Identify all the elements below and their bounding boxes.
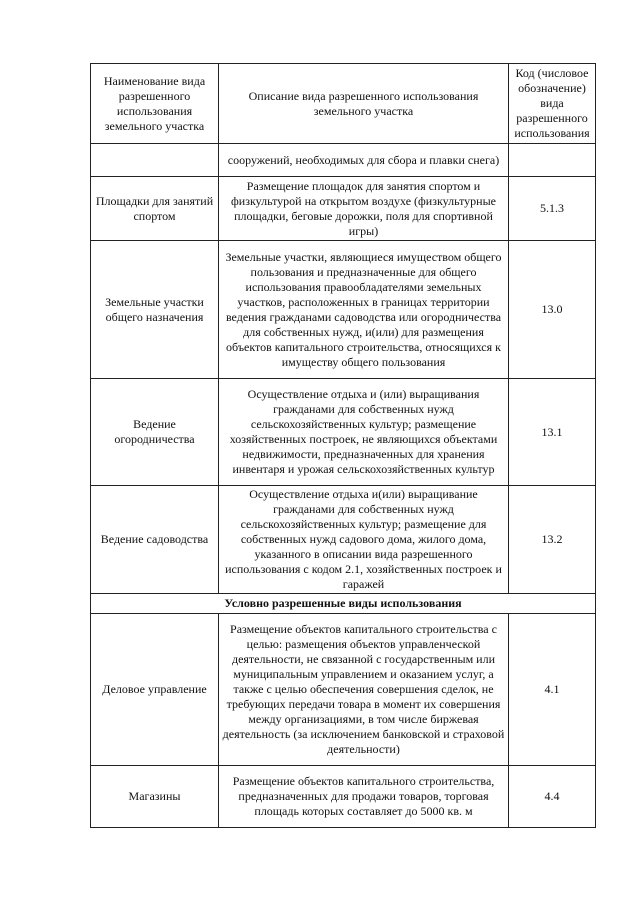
table-row <box>91 486 596 594</box>
row-description-cell: Осуществление отдыха и (или) выращивания гражданами для собственных нужд сельскохозяйственных культур; размещение хозяйственных построек, не являющихся объектами недвижимости, предназначенных для хранения инвентаря и урожая сельскохозяйственных культур <box>219 379 509 486</box>
header-name-cell: Наименование вида разрешенного использования земельного участка <box>91 64 219 144</box>
row-description-cell: Размещение объектов капитального строительства с целью: размещения объектов управленческой деятельности, не связанной с государственным или муниципальным управлением и оказанием услуг, а также с целью обеспечения совершения сделок, не требующих передачи товара в момент их совершения между организациями, в том числе биржевая деятельность (за исключением банковской и страховой деятельности) <box>219 614 509 766</box>
row-code-cell <box>509 144 596 177</box>
row-code-cell: 13.0 <box>509 241 596 379</box>
row-name-cell: Земельные участки общего назначения <box>91 241 219 379</box>
row-description-cell: сооружений, необходимых для сбора и плавки снега) <box>219 144 509 177</box>
row-name-cell: Ведение огородничества <box>91 379 219 486</box>
row-description-cell: Осуществление отдыха и(или) выращивание гражданами для собственных нужд сельскохозяйственных культур; размещение для собственных нужд садового дома, жилого дома, указанного в описании вида разрешенного использования с кодом 2.1, хозяйственных построек и гаражей <box>219 486 509 594</box>
section-title: Условно разрешенные виды использования <box>91 594 596 614</box>
row-name-cell: Площадки для занятий спортом <box>91 177 219 241</box>
row-description-cell: Размещение объектов капитального строительства, предназначенных для продажи товаров, торговая площадь которых составляет до 5000 кв. м <box>219 766 509 828</box>
land-use-table <box>90 63 596 828</box>
row-name-cell: Ведение садоводства <box>91 486 219 594</box>
table-row <box>91 177 596 241</box>
header-description-cell: Описание вида разрешенного использования земельного участка <box>219 64 509 144</box>
section-header-row <box>91 594 596 614</box>
table-row <box>91 241 596 379</box>
row-code-cell: 13.1 <box>509 379 596 486</box>
row-code-cell: 4.4 <box>509 766 596 828</box>
row-code-cell: 13.2 <box>509 486 596 594</box>
row-name-cell: Деловое управление <box>91 614 219 766</box>
header-code-cell: Код (числовое обозначение) вида разрешенного использования <box>509 64 596 144</box>
table-row <box>91 379 596 486</box>
table-row <box>91 614 596 766</box>
row-code-cell: 5.1.3 <box>509 177 596 241</box>
row-description-cell: Земельные участки, являющиеся имуществом общего пользования и предназначенные для общего использования правообладателями земельных участков, расположенных в границах территории ведения гражданами садоводства или огородничества для собственных нужд, и(или) для размещения объектов капитального строительства, относящихся к имуществу общего пользования <box>219 241 509 379</box>
row-description-cell: Размещение площадок для занятия спортом и физкультурой на открытом воздухе (физкультурные площадки, беговые дорожки, поля для спортивной игры) <box>219 177 509 241</box>
table-row <box>91 144 596 177</box>
row-name-cell <box>91 144 219 177</box>
row-code-cell: 4.1 <box>509 614 596 766</box>
row-name-cell: Магазины <box>91 766 219 828</box>
table-row <box>91 766 596 828</box>
table-header-row <box>91 64 596 144</box>
